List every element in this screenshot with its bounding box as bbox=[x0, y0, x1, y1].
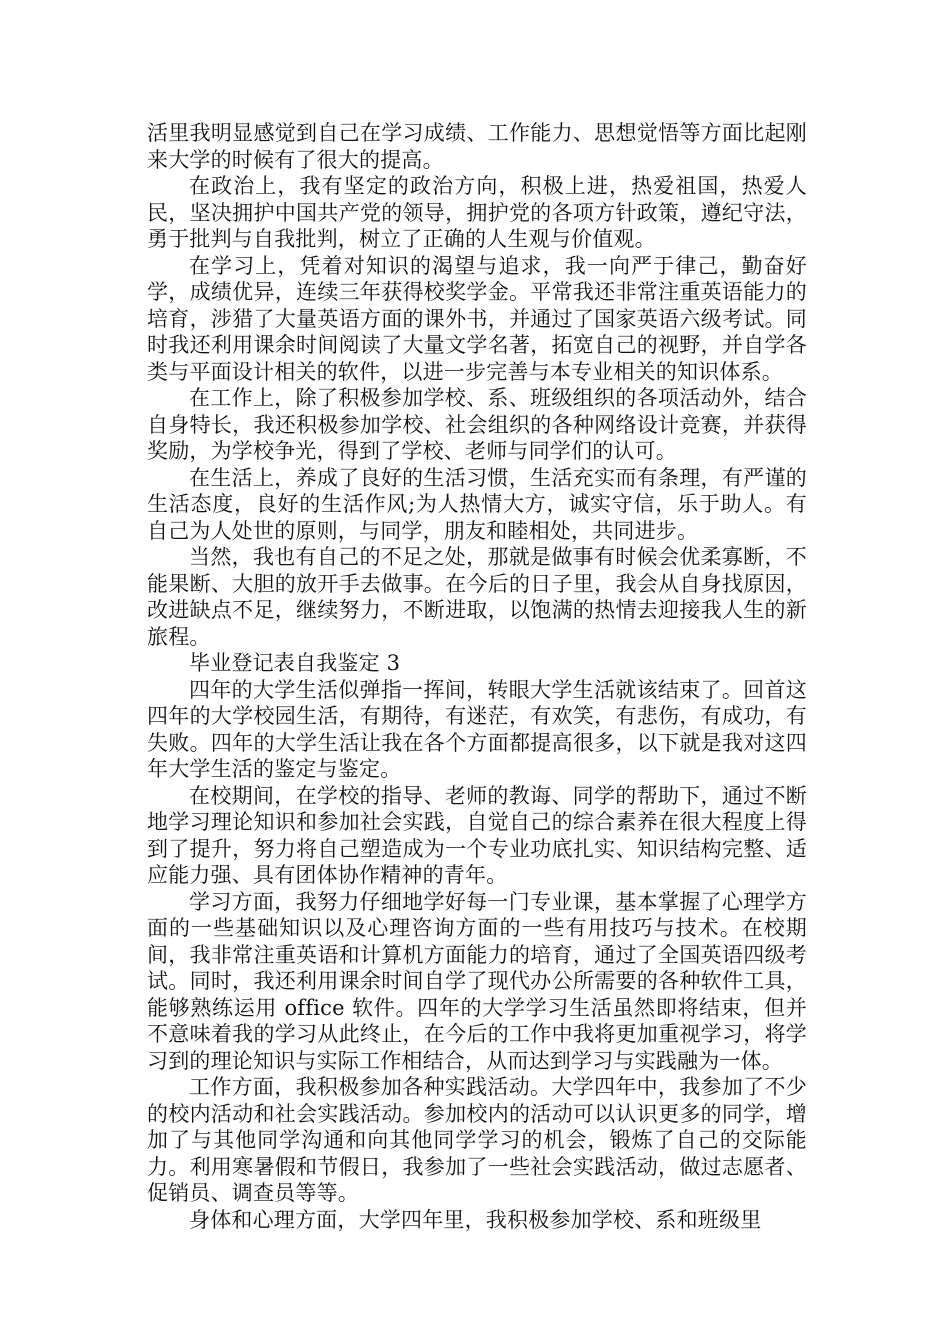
paragraph-learning: 学习方面，我努力仔细地学好每一门专业课，基本掌握了心理学方面的一些基础知识以及心理咨询方面的一些有用技巧与技术。在校期间，我非常注重英语和计算机方面能力的培育，通过了全国英语四级考试。同时，我还利用课余时间自学了现代办公所需要的各种软件工具，能够熟练运用 office 软件。四年的大学学习生活虽然即将结束，但并不意味着我的学习从此终止，在今后的工作中我将更加重视学习，将学习到的理论知识与实际工作相结合，从而达到学习与实践融为一体。 bbox=[147, 889, 807, 1073]
paragraph-study: 在学习上，凭着对知识的渴望与追求，我一向严于律己，勤奋好学，成绩优异，连续三年获得校奖学金。平常我还非常注重英语能力的培育，涉猎了大量英语方面的课外书，并通过了国家英语六级考试。同时我还利用课余时间阅读了大量文学名著，拓宽自己的视野，并自学各类与平面设计相关的软件，以进一步完善与本专业相关的知识体系。 bbox=[147, 253, 807, 384]
paragraph-school-period: 在校期间，在学校的指导、老师的教诲、同学的帮助下，通过不断地学习理论知识和参加社会实践，自觉自己的综合素养在很大程度上得到了提升，努力将自己塑造成为一个专业功底扎实、知识结构完整、适应能力强、具有团体协作精神的青年。 bbox=[147, 783, 807, 887]
paragraph-health: 身体和心理方面，大学四年里，我积极参加学校、系和班级里 bbox=[189, 1207, 762, 1232]
section-title: 毕业登记表自我鉴定 3 bbox=[189, 651, 401, 675]
paragraph-continuation: 活里我明显感觉到自己在学习成绩、工作能力、思想觉悟等方面比起刚来大学的时候有了很大的提高。 bbox=[147, 121, 807, 172]
paragraph-practice: 工作方面，我积极参加各种实践活动。大学四年中，我参加了不少的校内活动和社会实践活动。参加校内的活动可以认识更多的同学，增加了与其他同学沟通和向其他同学学习的机会，锻炼了自己的交际能力。利用寒暑假和节假日，我参加了一些社会实践活动，做过志愿者、促销员、调查员等等。 bbox=[147, 1075, 807, 1205]
paragraph-intro: 四年的大学生活似弹指一挥间，转眼大学生活就该结束了。回首这四年的大学校园生活，有期待，有迷茫，有欢笑，有悲伤，有成功，有失败。四年的大学生活让我在各个方面都提高很多，以下就是我对这四年大学生活的鉴定与鉴定。 bbox=[147, 677, 807, 781]
paragraph-shortcomings: 当然，我也有自己的不足之处，那就是做事有时候会优柔寡断，不能果断、大胆的放开手去做事。在今后的日子里，我会从自身找原因，改进缺点不足，继续努力，不断进取，以饱满的热情去迎接我人生的新旅程。 bbox=[147, 545, 807, 649]
paragraph-work: 在工作上，除了积极参加学校、系、班级组织的各项活动外，结合自身特长，我还积极参加学校、社会组织的各种网络设计竞赛，并获得奖励，为学校争光，得到了学校、老师与同学们的认可。 bbox=[147, 386, 807, 463]
paragraph-life: 在生活上，养成了良好的生活习惯，生活充实而有条理，有严谨的生活态度，良好的生活作风;为人热情大方，诚实守信，乐于助人。有自己为人处世的原则，与同学，朋友和睦相处，共同进步。 bbox=[147, 465, 807, 543]
paragraph-politics: 在政治上，我有坚定的政治方向，积极上进，热爱祖国，热爱人民，坚决拥护中国共产党的领导，拥护党的各项方针政策，遵纪守法，勇于批判与自我批判，树立了正确的人生观与价值观。 bbox=[147, 174, 807, 251]
document-body bbox=[147, 120, 807, 1233]
